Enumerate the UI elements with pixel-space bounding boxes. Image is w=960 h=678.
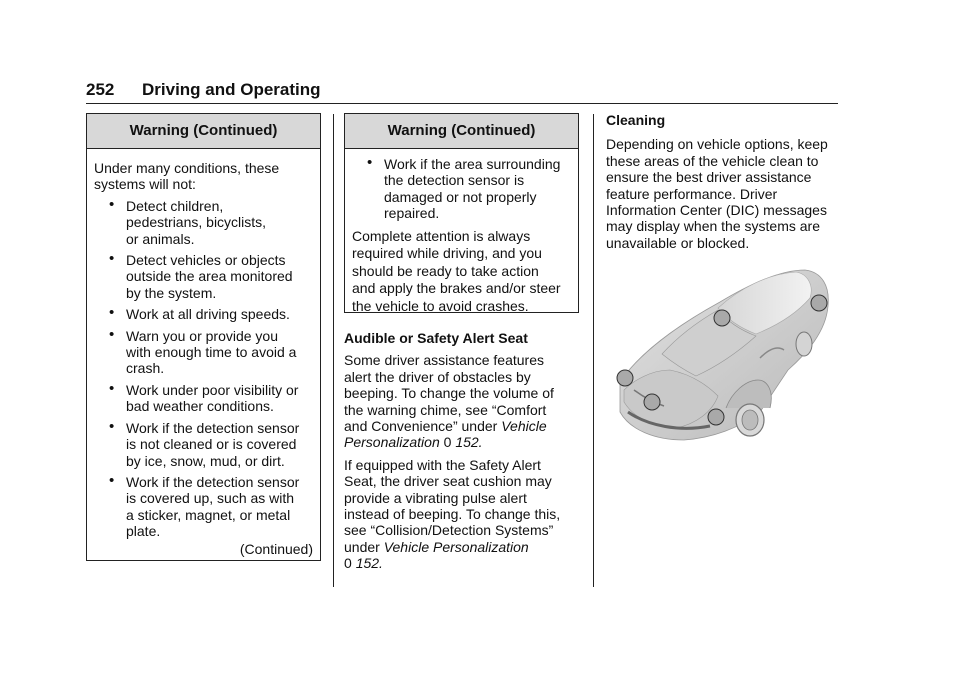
page-number: 252: [86, 80, 115, 99]
list-item: • Warn you or provide you with enough time to avoid a crash.: [94, 328, 313, 377]
warning-box-middle: [344, 113, 579, 313]
page-header: [86, 80, 321, 100]
page-ref-link[interactable]: 0 152.: [344, 555, 383, 572]
column-divider-left: [333, 114, 334, 587]
warning-closing: Complete attention is always required while driving, and you should be ready to take action and apply the brakes and/or steer the vehicle to avoid crashes.: [352, 227, 561, 314]
safety-alert-section: [344, 330, 584, 572]
column-divider-right: [593, 114, 594, 587]
list-item: • Work under poor visibility or bad weather conditions.: [94, 382, 313, 415]
list-item: • Work at all driving speeds.: [94, 306, 313, 322]
warning-list: [352, 156, 571, 222]
warning-intro: Under many conditions, these systems will not:: [94, 160, 280, 193]
paragraph: If equipped with the Safety Alert Seat, the driver seat cushion may provide a vibrating pulse alert instead of beeping. To change this, see “Collision/Detection Systems” under Vehicle Personalization 0 152.: [344, 456, 561, 572]
rear-corner-sensor-marker: [811, 295, 827, 311]
paragraph: Some driver assistance features alert the driver of obstacles by beeping. To change the volume of the warning chime, see “Comfort and Convenience” under Vehicle Personalization 0 152.: [344, 352, 554, 451]
warning-body: [345, 149, 578, 322]
front-fascia-sensor-marker: [708, 409, 724, 425]
warning-title: Warning (Continued): [345, 114, 578, 149]
list-item: • Work if the area surrounding the detection sensor is damaged or not properly repaired.: [352, 156, 571, 222]
section-title: Driving and Operating: [142, 80, 321, 99]
paragraph: Depending on vehicle options, keep these areas of the vehicle clean to ensure the best driver assistance feature performance. Driver Information Center (DIC) messages may display when the systems are unavailable or blocked.: [606, 136, 828, 251]
front-bumper-sensor-marker: [644, 394, 660, 410]
vehicle-body: [620, 270, 828, 440]
warning-box-left: [86, 113, 321, 561]
list-item: • Work if the detection sensor is covered up, such as with a sticker, magnet, or metal plate.: [94, 474, 313, 540]
list-item: • Detect vehicles or objects outside the area monitored by the system.: [94, 252, 313, 301]
section-heading: Cleaning: [606, 112, 666, 128]
warning-title: Warning (Continued): [87, 114, 320, 149]
page-ref-arrow-icon: 0: [344, 555, 352, 572]
vehicle-sensor-illustration: [600, 262, 836, 444]
header-rule: [86, 103, 838, 104]
list-item: • Work if the detection sensor is not cleaned or is covered by ice, snow, mud, or dirt.: [94, 420, 313, 469]
windshield-sensor-marker: [714, 310, 730, 326]
continued-label: (Continued): [239, 540, 313, 557]
page-ref-arrow-icon: 0: [443, 434, 452, 451]
section-heading: Audible or Safety Alert Seat: [344, 330, 528, 346]
warning-body: [87, 149, 320, 563]
page-ref-link[interactable]: 0 152.: [443, 434, 483, 451]
front-corner-sensor-marker: [617, 370, 633, 386]
cleaning-section: [606, 112, 846, 251]
list-item: • Detect children, pedestrians, bicyclists, or animals.: [94, 198, 313, 247]
warning-list: [94, 198, 313, 540]
